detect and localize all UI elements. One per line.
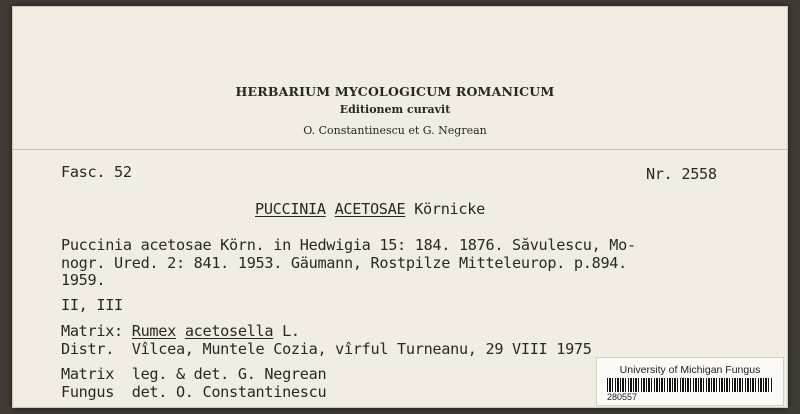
matrix-collector-line	[61, 365, 326, 383]
host-genus: Rumex	[131, 322, 176, 340]
header-divider	[12, 149, 788, 150]
spore-stages: II, III	[61, 296, 123, 314]
distr-label: Distr.	[61, 340, 115, 358]
host-epithet: acetosella	[184, 322, 274, 340]
collection-name: University of Michigan Fungus	[619, 364, 761, 376]
matrix-line	[61, 322, 300, 340]
herbarium-title: HERBARIUM MYCOLOGICUM ROMANICUM	[235, 84, 555, 99]
exsiccata-number: Nr. 2558	[646, 165, 717, 183]
distribution-line	[61, 340, 592, 358]
matrix-leg-label: Matrix	[61, 365, 115, 383]
species-epithet: ACETOSAE	[334, 200, 406, 218]
fungus-det-text: det. O. Constantinescu	[131, 383, 327, 401]
distr-text: Vîlcea, Muntele Cozia, vîrful Turneanu, 29 VIII 1975	[131, 340, 592, 358]
barcode-icon	[607, 378, 773, 392]
herbarium-label	[12, 6, 788, 408]
fungus-label: Fungus	[61, 383, 115, 401]
editor-heading: Editionem curavit	[339, 103, 451, 116]
barcode-number: 280557	[607, 392, 638, 402]
species-heading	[255, 200, 485, 218]
fascicle-number: Fasc. 52	[61, 163, 132, 181]
citation-line-3: 1959.	[61, 271, 106, 289]
matrix-leg-text: leg. & det. G. Negrean	[131, 365, 327, 383]
species-author: Körnicke	[414, 200, 485, 218]
fungus-determiner-line	[61, 383, 326, 401]
barcode-label	[596, 357, 784, 406]
matrix-label: Matrix:	[61, 322, 123, 340]
citation-line-1: Puccinia acetosae Körn. in Hedwigia 15: 184. 1876. Săvulescu, Mo-	[61, 236, 636, 254]
citation-line-2: nogr. Ured. 2: 841. 1953. Gäumann, Rostpilze Mitteleurop. p.894.	[61, 254, 627, 272]
editor-names: O. Constantinescu et G. Negrean	[303, 124, 487, 137]
host-author: L.	[282, 322, 300, 340]
species-genus: PUCCINIA	[255, 200, 326, 218]
